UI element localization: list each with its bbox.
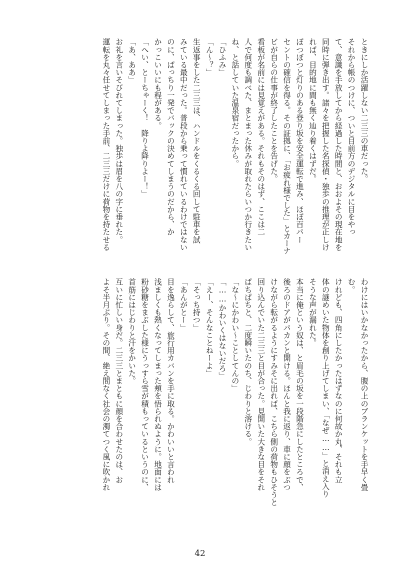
text-line: 浅ましくも熱くなってしまった頬を悟られぬように。地面には — [153, 278, 163, 491]
text-line: そうな声が漏れた。 — [308, 278, 318, 347]
text-line: ね、と話していた温泉宿だったから。 — [230, 38, 240, 168]
upper-text-block — [30, 38, 370, 262]
text-line: 「そっち持つ」 — [192, 278, 202, 332]
text-line: 運転を丸々任せてしまった手前、二三三だけに荷物を持たせる — [101, 38, 111, 251]
text-line: 「ん～？」 — [205, 38, 215, 76]
text-line: それから帳のつけに、ついと目前方のデジタルに目をやっ — [347, 38, 357, 236]
text-line: 首筋にはじわりと汗をかいた。 — [127, 278, 137, 385]
text-line: 「あ、ああ」 — [127, 38, 137, 84]
text-line: かっこいいにも程がある。 — [153, 38, 163, 130]
text-line: 互いに忙しい身だ。二三三とまともに顔を合わせたのは、お — [114, 278, 124, 484]
text-line: 看板が名前には見覚えがある。それもそのはず、ここは二 — [256, 38, 266, 236]
text-line: けながら転がるようにすみそに出れば、こちら側の荷物もひそうと — [269, 278, 279, 506]
lower-text-block — [30, 278, 370, 540]
text-line: けれども、四角にしたかったはずなのに何故か丸、それも立 — [334, 278, 344, 484]
text-line: 体の謎めいた物体を創り上げてしまい、「なぜ……」と消え入り — [321, 278, 331, 498]
text-line: 「へい、とーちゃーく！ 降りよ降りよー！」 — [140, 38, 150, 198]
text-line: 「な～にかわい～ことしてんの」 — [230, 278, 240, 392]
text-line: ビが自らの仕事が終了したことを告げた。 — [269, 38, 279, 183]
text-line: みている最中だった。普段から乗って慣れているわけではない — [179, 38, 189, 251]
text-line: セントの確信を得る。その証拠に、「お疲れ様でした」とカーナ — [282, 38, 292, 255]
text-line: わけにはいかなかったから、腹の上のブランケットを手早く畳 — [360, 278, 369, 491]
text-line: 「あんがとー」 — [179, 278, 189, 332]
text-line: て、意識を手放してから経過した時間と、おおよその現在地を — [334, 38, 344, 251]
text-line: 目を逸らして、旅行用カバンを手に取る。かわいいと言われ — [166, 278, 176, 484]
text-line: 粉砂糖をまぶした様にうっすら雪が積もっているというのに、 — [140, 278, 150, 491]
text-line: 「……かわいくはないだろ」 — [218, 278, 228, 380]
text-line: 同時に弾き出す。諸々を把握した名探偵・独歩の推理が正しけ — [321, 38, 331, 251]
text-line: ぱちぱちと、二度瞬いたのち、じわりと溶ける。 — [243, 278, 253, 446]
text-line: 「ひふみ」 — [218, 38, 228, 76]
text-line: ぼつぼつと灯りのある登り坂を安全運転で進み、ほぼ百パー — [295, 38, 305, 244]
text-line: 人で何度も調べた、まとまった休みが取れたらいつか行きたい — [243, 38, 253, 251]
text-line: 生返事をした二三三は、ハンドルをくるくる回して駐車を試 — [192, 38, 202, 244]
text-line: のに、ぱっちり一発でバックの決めてしまうのだから、か — [166, 38, 176, 236]
text-line: ときにしか活躍しない二三三の車だった。 — [360, 38, 369, 183]
text-line: よそ半月ぶり。その間、絶え間なく社会の濁てつく風に吹かれ — [101, 278, 111, 491]
page-number: 42 — [194, 549, 206, 559]
text-line: 「えー、そんなことねーよ」 — [205, 278, 215, 377]
text-line: お礼を言いそびれてしまった。独歩は眉を八の字に垂れた。 — [114, 38, 124, 244]
text-line: 回り込んでいた二三三と目が合った。見開いた大きな目をそれ — [256, 278, 266, 491]
text-line: れば、目的地に間も無く辿り着くはずだ。 — [308, 38, 318, 183]
text-line: む。 — [347, 278, 357, 294]
text-line: 本当に俺という奴は、と眉毛の坂を一段階急にしたところで、 — [295, 278, 305, 491]
text-line: 後ろのドアがパカンと開ける。ほんと我に返り、車に顔をぶつ — [282, 278, 292, 491]
